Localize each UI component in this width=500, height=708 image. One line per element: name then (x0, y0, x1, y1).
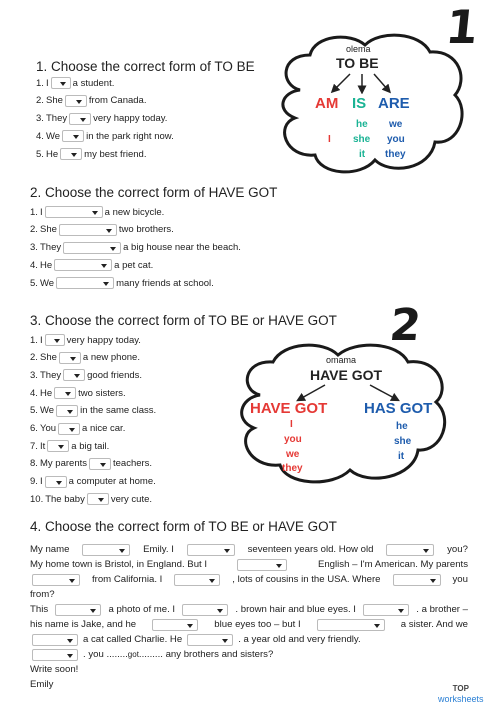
item-subject: I (40, 206, 43, 218)
item-number: 5. (30, 277, 38, 289)
form-is: IS (352, 95, 367, 112)
item-subject: I (46, 77, 49, 89)
section-4-title: 4. Choose the correct form of TO BE or HAVE GOT (30, 519, 337, 534)
signature-text: Emily (30, 679, 54, 690)
chevron-down-icon (103, 282, 109, 286)
chevron-down-icon (217, 609, 223, 613)
item-completion: very happy today. (93, 113, 168, 125)
pron2-she: she (394, 436, 412, 447)
item-completion: from Canada. (88, 95, 147, 107)
exercise-row (36, 112, 167, 126)
chevron-down-icon (76, 100, 82, 104)
item-number: 5. (36, 148, 44, 160)
text-segment: English – I'm American. My parents (317, 559, 468, 570)
item-subject: She (40, 352, 57, 364)
chevron-down-icon (67, 654, 73, 658)
item-number: 8. (30, 458, 38, 470)
logo-top: TOP (452, 684, 469, 693)
form-have-got: HAVE GOT (250, 400, 328, 417)
exercise-row (30, 205, 164, 219)
item-completion: good friends. (87, 369, 143, 381)
text-segment: seventeen years old. How old (247, 544, 374, 555)
para-line-5 (30, 602, 468, 617)
answer-dropdown[interactable] (58, 423, 80, 435)
exercise-row (30, 422, 125, 436)
pron2-i: I (290, 419, 293, 430)
answer-dropdown[interactable] (152, 619, 198, 631)
pron-he: he (356, 119, 368, 130)
item-subject: They (46, 113, 68, 125)
answer-dropdown[interactable] (32, 574, 80, 586)
answer-dropdown[interactable] (59, 224, 117, 236)
chevron-down-icon (374, 624, 380, 628)
para-line-9 (30, 662, 468, 677)
pron-she: she (353, 134, 371, 145)
chevron-down-icon (67, 639, 73, 643)
answer-dropdown[interactable] (63, 369, 85, 381)
chevron-down-icon (80, 118, 86, 122)
chevron-down-icon (54, 339, 60, 343)
answer-dropdown[interactable] (59, 352, 81, 364)
answer-dropdown[interactable] (54, 387, 76, 399)
item-completion: teachers. (113, 458, 153, 470)
item-completion: a student. (72, 77, 115, 89)
text-segment: . brown hair and blue eyes. I (235, 604, 356, 615)
chevron-down-icon (73, 135, 79, 139)
answer-dropdown[interactable] (174, 574, 220, 586)
form-are: ARE (378, 95, 410, 112)
answer-dropdown[interactable] (45, 334, 65, 346)
chevron-down-icon (98, 498, 104, 502)
chevron-down-icon (65, 392, 71, 396)
logo-bottom: worksheets (438, 694, 484, 704)
hint-got: got (127, 650, 139, 659)
item-completion: in the same class. (80, 405, 157, 417)
pron2-it: it (398, 451, 405, 462)
answer-dropdown[interactable] (69, 113, 91, 125)
chevron-down-icon (60, 82, 66, 86)
exercise-row (30, 457, 152, 471)
item-completion: a big tail. (71, 440, 110, 452)
exercise-row (30, 475, 156, 489)
item-completion: very happy today. (66, 334, 141, 346)
chevron-down-icon (100, 463, 106, 467)
answer-dropdown[interactable] (393, 574, 441, 586)
exercise-row (36, 129, 174, 143)
item-subject: He (40, 259, 53, 271)
text-segment: My name (30, 544, 70, 555)
item-number: 5. (30, 405, 38, 417)
item-number: 4. (30, 387, 38, 399)
item-subject: She (40, 224, 57, 236)
chevron-down-icon (187, 624, 193, 628)
section-4-paragraph (30, 542, 468, 692)
chevron-down-icon (90, 609, 96, 613)
text-segment: a cat called Charlie. He (83, 634, 183, 645)
top-worksheets-logo (438, 684, 484, 704)
text-segment: from California. I (91, 574, 163, 585)
exercise-row (36, 94, 146, 108)
answer-dropdown[interactable] (187, 634, 233, 646)
text-segment: a photo of me. I (108, 604, 176, 615)
answer-dropdown[interactable] (82, 544, 130, 556)
exercise-row (30, 386, 126, 400)
para-line-8 (30, 647, 468, 662)
item-completion: a new phone. (82, 352, 140, 364)
exercise-row (30, 404, 156, 418)
chevron-down-icon (119, 549, 125, 553)
pron2-we: we (286, 449, 300, 460)
exercise-row (30, 241, 241, 255)
item-completion: a nice car. (82, 423, 126, 434)
chevron-down-icon (222, 639, 228, 643)
answer-dropdown[interactable] (56, 277, 114, 289)
cloud1-arrows (320, 72, 410, 94)
item-subject: You (40, 423, 57, 434)
para-line-6 (30, 617, 468, 632)
item-number: 1. (36, 77, 44, 89)
pron-i: I (328, 134, 331, 145)
chevron-down-icon (70, 357, 76, 361)
item-completion: a pet cat. (114, 259, 154, 271)
exercise-row (30, 368, 142, 382)
pron-it: it (359, 149, 366, 160)
text-segment: blue eyes too – but I (214, 619, 301, 630)
chevron-down-icon (398, 609, 404, 613)
cloud2-title: HAVE GOT (310, 367, 383, 383)
item-subject: They (40, 369, 62, 381)
cloud1-title: TO BE (336, 55, 379, 71)
item-subject: The baby (45, 493, 85, 505)
item-completion: two sisters. (78, 387, 126, 399)
item-completion: two brothers. (118, 224, 174, 236)
para-line-7 (30, 632, 468, 647)
chevron-down-icon (276, 564, 282, 568)
pron-we: we (389, 119, 403, 130)
item-subject: He (40, 387, 53, 399)
item-number: 4. (36, 130, 44, 142)
answer-dropdown[interactable] (386, 544, 434, 556)
section-3-title: 3. Choose the correct form of TO BE or HAVE GOT (30, 313, 337, 328)
pron2-you: you (284, 434, 302, 445)
item-number: 3. (36, 113, 44, 125)
chevron-down-icon (74, 374, 80, 378)
answer-dropdown[interactable] (54, 259, 112, 271)
chevron-down-icon (71, 153, 77, 157)
item-completion: in the park right now. (86, 130, 174, 142)
item-number: 4. (30, 259, 38, 271)
answer-dropdown[interactable] (62, 130, 84, 142)
chevron-down-icon (224, 549, 230, 553)
item-number: 2. (30, 352, 38, 364)
chevron-down-icon (209, 579, 215, 583)
pron-they: they (385, 149, 406, 160)
answer-dropdown[interactable] (187, 544, 235, 556)
exercise-row (30, 439, 109, 453)
page-number-badge-1: 1 (443, 0, 481, 54)
item-subject: It (40, 440, 46, 452)
text-segment: My home town is Bristol, in England. But I (30, 559, 208, 570)
chevron-down-icon (56, 481, 62, 485)
cloud1-note: olema (346, 44, 371, 54)
item-subject: He (46, 148, 59, 160)
chevron-down-icon (67, 410, 73, 414)
answer-dropdown[interactable] (363, 604, 409, 616)
item-completion: a big house near the beach. (123, 242, 241, 254)
exercise-row (30, 351, 140, 365)
item-subject: We (46, 130, 61, 142)
answer-dropdown[interactable] (237, 559, 287, 571)
para-line-1 (30, 542, 468, 557)
item-number: 3. (30, 242, 38, 254)
item-number: 6. (30, 423, 38, 434)
exercise-row (30, 276, 214, 290)
text-segment: . a year old and very friendly. (238, 634, 361, 645)
para-line-2 (30, 557, 468, 572)
text-segment: from? (30, 589, 55, 600)
item-subject: We (40, 405, 55, 417)
answer-dropdown[interactable] (51, 77, 71, 89)
chevron-down-icon (92, 211, 98, 215)
page-number-badge-2: 2 (387, 300, 424, 351)
item-subject: She (46, 95, 63, 107)
item-number: 1. (30, 334, 38, 346)
chevron-down-icon (423, 549, 429, 553)
chevron-down-icon (106, 229, 112, 233)
item-subject: We (40, 277, 55, 289)
item-completion: a new bicycle. (104, 206, 165, 218)
answer-dropdown[interactable] (65, 95, 87, 107)
answer-dropdown[interactable] (60, 148, 82, 160)
chevron-down-icon (69, 428, 75, 432)
text-segment: you? (447, 544, 468, 555)
answer-dropdown[interactable] (47, 440, 69, 452)
chevron-down-icon (58, 445, 64, 449)
item-completion: many friends at school. (116, 277, 214, 289)
item-completion: my best friend. (84, 148, 147, 160)
pron2-they: they (282, 463, 303, 474)
section-1-title: 1. Choose the correct form of TO BE (36, 59, 255, 74)
item-number: 1. (30, 206, 38, 218)
answer-dropdown[interactable] (317, 619, 385, 631)
chevron-down-icon (430, 579, 436, 583)
para-line-4 (30, 587, 468, 602)
item-subject: I (40, 334, 43, 346)
item-subject: I (40, 476, 43, 488)
text-segment: . a brother – (416, 604, 468, 615)
pron-you: you (387, 134, 405, 145)
item-completion: a computer at home. (68, 476, 156, 488)
exercise-row (30, 333, 141, 347)
item-number: 2. (36, 95, 44, 107)
exercise-row (36, 76, 114, 90)
answer-dropdown[interactable] (89, 458, 111, 470)
answer-dropdown[interactable] (45, 476, 67, 488)
cloud2-note: omama (326, 355, 357, 365)
closing-text: Write soon! (30, 664, 79, 675)
text-segment: . you ........ (83, 649, 128, 660)
item-number: 7. (30, 440, 38, 452)
item-number: 10. (30, 493, 44, 505)
chevron-down-icon (69, 579, 75, 583)
answer-dropdown[interactable] (63, 242, 121, 254)
answer-dropdown[interactable] (32, 649, 78, 661)
answer-dropdown[interactable] (56, 405, 78, 417)
exercise-row (30, 492, 152, 506)
para-line-3 (30, 572, 468, 587)
text-segment: a sister. And we (400, 619, 468, 630)
item-completion: very cute. (110, 493, 153, 505)
section-2-title: 2. Choose the correct form of HAVE GOT (30, 185, 278, 200)
chevron-down-icon (110, 247, 116, 251)
text-segment: Emily. I (143, 544, 174, 555)
exercise-row (30, 258, 153, 272)
answer-dropdown[interactable] (87, 493, 109, 505)
exercise-row (36, 147, 146, 161)
item-subject: My parents (40, 458, 87, 470)
answer-dropdown[interactable] (32, 634, 78, 646)
text-segment: ......... any brothers and sisters? (138, 649, 274, 660)
item-number: 9. (30, 476, 38, 488)
text-segment: his name is Jake, and he (30, 619, 137, 630)
form-has-got: HAS GOT (364, 400, 433, 417)
item-number: 3. (30, 369, 38, 381)
item-number: 2. (30, 224, 38, 236)
item-subject: They (40, 242, 62, 254)
form-am: AM (315, 95, 339, 112)
answer-dropdown[interactable] (45, 206, 103, 218)
answer-dropdown[interactable] (182, 604, 228, 616)
pron2-he: he (396, 421, 408, 432)
answer-dropdown[interactable] (55, 604, 101, 616)
text-segment: This (30, 604, 49, 615)
text-segment: you (452, 574, 468, 585)
para-line-10 (30, 677, 468, 692)
text-segment (83, 647, 273, 662)
text-segment: , lots of cousins in the USA. Where (232, 574, 381, 585)
exercise-row (30, 223, 174, 237)
chevron-down-icon (101, 264, 107, 268)
